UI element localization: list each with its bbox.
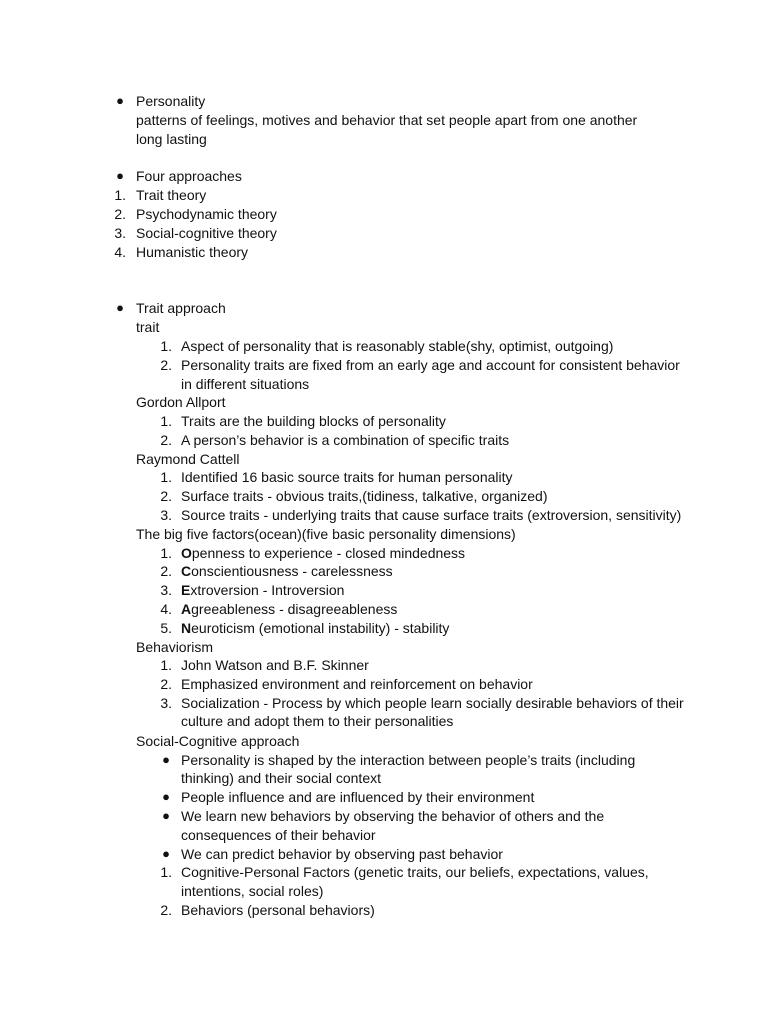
big-five-item [181, 581, 344, 599]
approach-item: Social-cognitive theory [136, 225, 277, 241]
big-five-item [181, 619, 449, 637]
subheading-social-cognitive: Social-Cognitive approach [136, 733, 300, 749]
list-number: 3. [114, 225, 126, 241]
list-number: 1. [114, 187, 126, 203]
allport-item: A person’s behavior is a combination of specific traits [181, 432, 510, 448]
social-bullet-cont: consequences of their behavior [181, 827, 376, 843]
big-five-item [181, 600, 397, 618]
subheading-cattell: Raymond Cattell [136, 451, 240, 467]
bullet-marker: ● [116, 300, 124, 315]
list-number: 2. [114, 206, 126, 222]
social-bullet: Personality is shaped by the interaction between people’s traits (including [181, 752, 636, 768]
list-number: 4. [114, 244, 126, 260]
big-five-text: greeableness - disagreeableness [191, 601, 398, 617]
social-numbered-item: Behaviors (personal behaviors) [181, 902, 375, 918]
list-number: 1. [160, 864, 172, 880]
trait-item-cont: in different situations [181, 376, 310, 392]
big-five-text: onscientiousness - carelessness [191, 563, 393, 579]
list-number: 1. [160, 545, 172, 561]
bullet-marker: ● [116, 168, 124, 183]
big-five-text: euroticism (emotional instability) - stability [191, 620, 450, 636]
list-number: 4. [160, 601, 172, 617]
subheading-behaviorism: Behaviorism [136, 639, 214, 655]
cattell-item: Source traits - underlying traits that cause surface traits (extroversion, sensitivity) [181, 507, 682, 523]
list-number: 1. [160, 413, 172, 429]
bullet-marker: ● [116, 93, 124, 108]
bullet-marker: ● [162, 752, 170, 767]
list-number: 2. [160, 676, 172, 692]
big-five-initial: E [181, 582, 191, 598]
approach-item: Humanistic theory [136, 244, 249, 260]
big-five-text: xtroversion - Introversion [190, 582, 345, 598]
approach-item: Psychodynamic theory [136, 206, 277, 222]
list-number: 3. [160, 695, 172, 711]
trait-item: Personality traits are fixed from an early age and account for consistent behavior [181, 357, 680, 373]
heading-personality: Personality [136, 93, 206, 109]
big-five-initial: C [181, 563, 192, 579]
social-numbered-item: Cognitive-Personal Factors (genetic traits, our beliefs, expectations, values, [181, 864, 649, 880]
behaviorism-item: John Watson and B.F. Skinner [181, 657, 369, 673]
heading-four-approaches: Four approaches [136, 168, 242, 184]
personality-definition: patterns of feelings, motives and behavior that set people apart from one another [136, 112, 638, 128]
approach-item: Trait theory [136, 187, 207, 203]
trait-item: Aspect of personality that is reasonably stable(shy, optimist, outgoing) [181, 338, 614, 354]
list-number: 3. [160, 582, 172, 598]
big-five-item [181, 562, 393, 580]
list-number: 2. [160, 432, 172, 448]
bullet-marker: ● [162, 846, 170, 861]
list-number: 2. [160, 357, 172, 373]
behaviorism-item-cont: culture and adopt them to their personalities [181, 713, 454, 729]
personality-definition-cont: long lasting [136, 131, 207, 147]
heading-trait-approach: Trait approach [136, 300, 226, 316]
list-number: 1. [160, 469, 172, 485]
social-bullet: We learn new behaviors by observing the behavior of others and the [181, 808, 605, 824]
behaviorism-item: Socialization - Process by which people learn socially desirable behaviors of their [181, 695, 684, 711]
cattell-item: Surface traits - obvious traits,(tidiness, talkative, organized) [181, 488, 548, 504]
list-number: 5. [160, 620, 172, 636]
social-numbered-item-cont: intentions, social roles) [181, 883, 324, 899]
list-number: 1. [160, 657, 172, 673]
social-bullet-cont: thinking) and their social context [181, 770, 381, 786]
social-bullet: We can predict behavior by observing past behavior [181, 846, 503, 862]
social-bullet: People influence and are influenced by their environment [181, 789, 535, 805]
cattell-item: Identified 16 basic source traits for human personality [181, 469, 513, 485]
list-number: 2. [160, 563, 172, 579]
list-number: 2. [160, 902, 172, 918]
allport-item: Traits are the building blocks of personality [181, 413, 446, 429]
list-number: 1. [160, 338, 172, 354]
list-number: 3. [160, 507, 172, 523]
big-five-initial: N [181, 620, 192, 636]
subheading-trait: trait [136, 319, 160, 335]
big-five-item [181, 544, 465, 562]
big-five-initial: A [181, 601, 192, 617]
bullet-marker: ● [162, 808, 170, 823]
big-five-initial: O [181, 545, 192, 561]
subheading-big-five: The big five factors(ocean)(five basic personality dimensions) [136, 526, 516, 542]
big-five-text: penness to experience - closed mindedness [191, 545, 466, 561]
bullet-marker: ● [162, 789, 170, 804]
subheading-allport: Gordon Allport [136, 394, 226, 410]
behaviorism-item: Emphasized environment and reinforcement on behavior [181, 676, 533, 692]
list-number: 2. [160, 488, 172, 504]
